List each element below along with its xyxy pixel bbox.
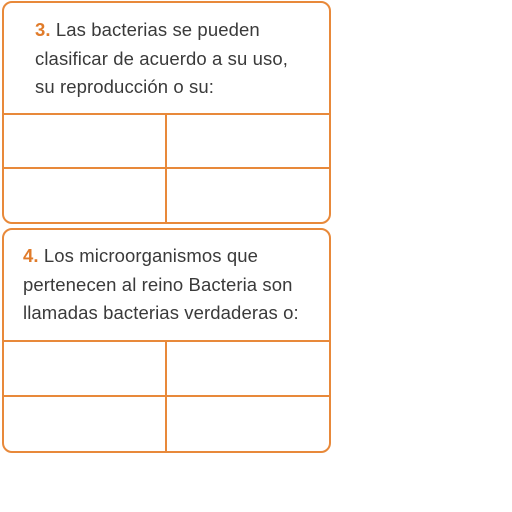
answer-cell[interactable] bbox=[167, 342, 329, 397]
question-line: clasificar de acuerdo a su uso, bbox=[35, 47, 288, 69]
question-card-3 bbox=[2, 1, 331, 224]
question-line: su reproducción o su: bbox=[35, 76, 214, 97]
answer-cell[interactable] bbox=[167, 397, 329, 452]
question-line: llamadas bacterias verdaderas o: bbox=[23, 302, 299, 323]
question-number: 4. bbox=[23, 245, 39, 266]
answer-grid bbox=[4, 340, 329, 451]
answer-cell[interactable] bbox=[167, 169, 329, 223]
answer-cell[interactable] bbox=[4, 342, 167, 397]
question-text-4 bbox=[4, 230, 329, 327]
answer-cell[interactable] bbox=[4, 169, 167, 223]
answer-cell[interactable] bbox=[4, 397, 167, 452]
question-text-3 bbox=[4, 3, 329, 100]
question-card-4 bbox=[2, 228, 331, 453]
question-line: Las bacterias se pueden bbox=[50, 19, 260, 40]
question-number: 3. bbox=[35, 19, 51, 40]
question-line: pertenecen al reino Bacteria son bbox=[23, 273, 293, 295]
answer-grid bbox=[4, 113, 329, 222]
answer-cell[interactable] bbox=[4, 115, 167, 169]
question-line: Los microorganismos que bbox=[38, 245, 258, 266]
answer-cell[interactable] bbox=[167, 115, 329, 169]
